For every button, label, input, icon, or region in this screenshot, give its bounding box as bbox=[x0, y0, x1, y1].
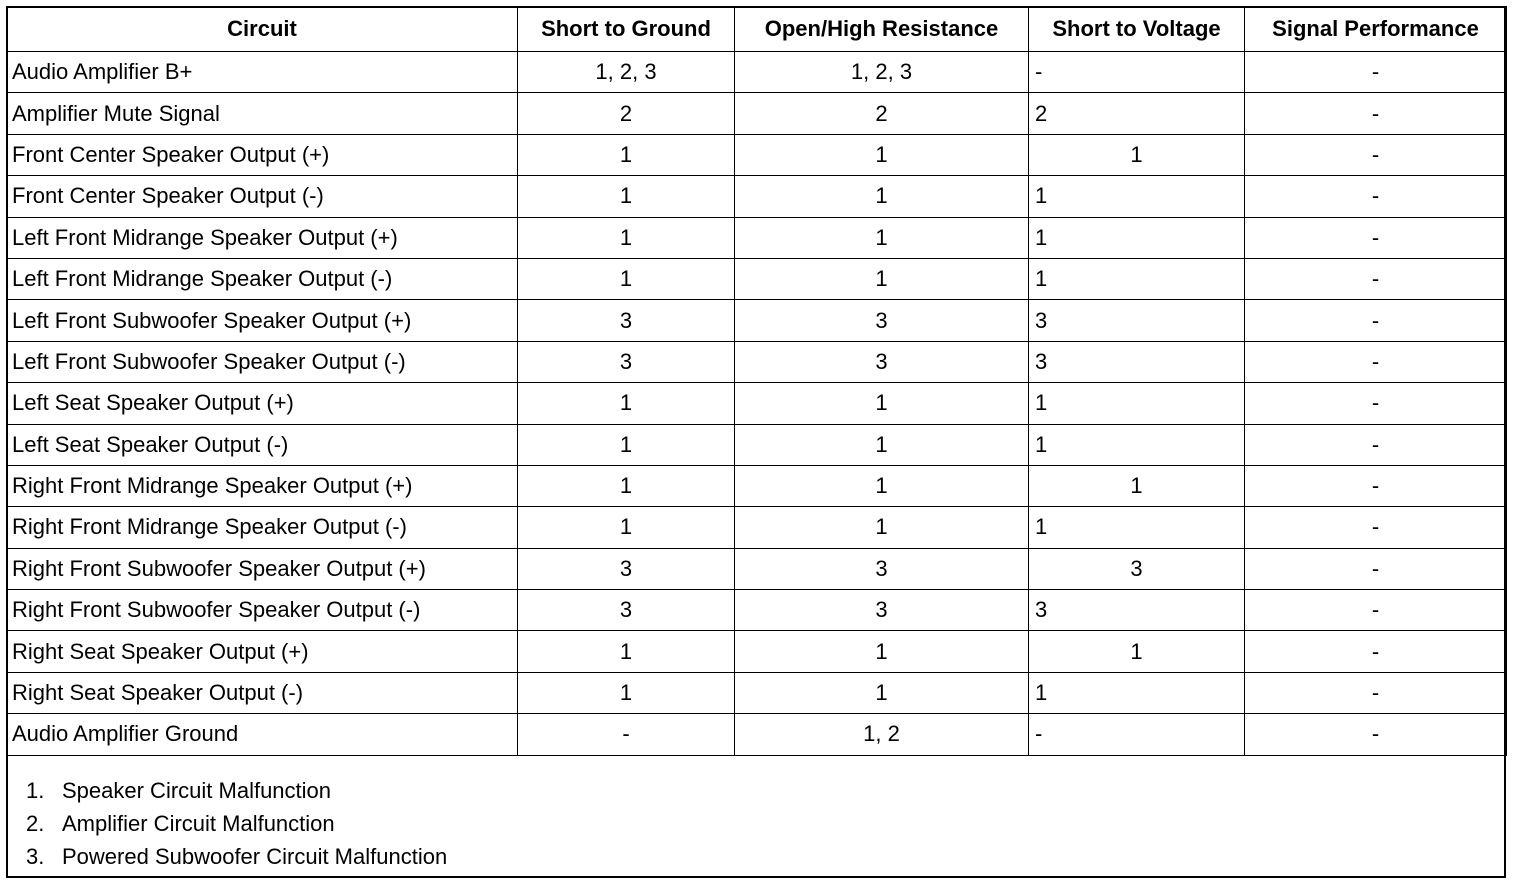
table-row bbox=[7, 548, 1507, 589]
cell-short-to-voltage: 1 bbox=[1029, 507, 1245, 548]
table-row bbox=[7, 300, 1507, 341]
cell-short-to-ground: 1 bbox=[518, 672, 735, 713]
cell-short-to-ground: 3 bbox=[518, 300, 735, 341]
cell-short-to-voltage: 1 bbox=[1029, 134, 1245, 175]
cell-circuit: Right Seat Speaker Output (+) bbox=[7, 631, 518, 672]
cell-circuit: Front Center Speaker Output (+) bbox=[7, 134, 518, 175]
cell-signal-performance: - bbox=[1245, 134, 1507, 175]
table-row bbox=[7, 217, 1507, 258]
cell-signal-performance: - bbox=[1245, 93, 1507, 134]
cell-short-to-ground: 1 bbox=[518, 465, 735, 506]
cell-short-to-voltage: 1 bbox=[1029, 258, 1245, 299]
table-row bbox=[7, 590, 1507, 631]
cell-short-to-voltage: 1 bbox=[1029, 631, 1245, 672]
cell-short-to-voltage: 1 bbox=[1029, 672, 1245, 713]
cell-circuit: Left Front Subwoofer Speaker Output (+) bbox=[7, 300, 518, 341]
table-row bbox=[7, 176, 1507, 217]
cell-signal-performance: - bbox=[1245, 383, 1507, 424]
table-row bbox=[7, 134, 1507, 175]
cell-open-high-resistance: 1 bbox=[735, 383, 1029, 424]
cell-short-to-ground: 1 bbox=[518, 507, 735, 548]
cell-circuit: Right Front Midrange Speaker Output (-) bbox=[7, 507, 518, 548]
table-row bbox=[7, 507, 1507, 548]
table-row bbox=[7, 424, 1507, 465]
cell-open-high-resistance: 1 bbox=[735, 134, 1029, 175]
header-short-to-ground: Short to Ground bbox=[518, 7, 735, 52]
cell-open-high-resistance: 1 bbox=[735, 672, 1029, 713]
cell-short-to-ground: 2 bbox=[518, 93, 735, 134]
cell-circuit: Left Front Midrange Speaker Output (-) bbox=[7, 258, 518, 299]
circuit-diagnostic-table bbox=[6, 6, 1507, 756]
footnote-text: Powered Subwoofer Circuit Malfunction bbox=[62, 844, 448, 869]
cell-signal-performance: - bbox=[1245, 507, 1507, 548]
cell-signal-performance: - bbox=[1245, 590, 1507, 631]
table-row bbox=[7, 631, 1507, 672]
cell-open-high-resistance: 3 bbox=[735, 300, 1029, 341]
cell-signal-performance: - bbox=[1245, 672, 1507, 713]
cell-short-to-voltage: 3 bbox=[1029, 300, 1245, 341]
cell-open-high-resistance: 1 bbox=[735, 258, 1029, 299]
cell-short-to-ground: 3 bbox=[518, 590, 735, 631]
cell-short-to-ground: 1 bbox=[518, 176, 735, 217]
cell-short-to-ground: - bbox=[518, 714, 735, 755]
cell-open-high-resistance: 1, 2, 3 bbox=[735, 52, 1029, 93]
cell-short-to-voltage: 1 bbox=[1029, 176, 1245, 217]
header-circuit: Circuit bbox=[7, 7, 518, 52]
cell-open-high-resistance: 1 bbox=[735, 217, 1029, 258]
cell-open-high-resistance: 1 bbox=[735, 465, 1029, 506]
diagnostic-table-frame bbox=[6, 6, 1506, 878]
cell-signal-performance: - bbox=[1245, 714, 1507, 755]
table-row bbox=[7, 52, 1507, 93]
footnote-number: 2. bbox=[26, 811, 45, 836]
header-row bbox=[7, 7, 1507, 52]
cell-circuit: Left Front Midrange Speaker Output (+) bbox=[7, 217, 518, 258]
cell-short-to-ground: 1 bbox=[518, 134, 735, 175]
cell-signal-performance: - bbox=[1245, 465, 1507, 506]
cell-short-to-ground: 3 bbox=[518, 548, 735, 589]
cell-short-to-ground: 1 bbox=[518, 217, 735, 258]
cell-short-to-ground: 1 bbox=[518, 424, 735, 465]
header-signal-performance: Signal Performance bbox=[1245, 7, 1507, 52]
cell-circuit: Amplifier Mute Signal bbox=[7, 93, 518, 134]
cell-signal-performance: - bbox=[1245, 341, 1507, 382]
cell-signal-performance: - bbox=[1245, 300, 1507, 341]
cell-signal-performance: - bbox=[1245, 631, 1507, 672]
footnote-text: Speaker Circuit Malfunction bbox=[62, 778, 332, 803]
table-body bbox=[7, 52, 1507, 756]
cell-open-high-resistance: 1 bbox=[735, 631, 1029, 672]
cell-short-to-voltage: 1 bbox=[1029, 424, 1245, 465]
cell-short-to-ground: 1 bbox=[518, 258, 735, 299]
footnotes bbox=[26, 774, 447, 873]
cell-signal-performance: - bbox=[1245, 548, 1507, 589]
footnote-number: 3. bbox=[26, 844, 45, 869]
cell-short-to-ground: 1 bbox=[518, 383, 735, 424]
table-row bbox=[7, 341, 1507, 382]
footnote-text: Amplifier Circuit Malfunction bbox=[62, 811, 335, 836]
cell-open-high-resistance: 1 bbox=[735, 507, 1029, 548]
table-row bbox=[7, 383, 1507, 424]
cell-circuit: Right Front Midrange Speaker Output (+) bbox=[7, 465, 518, 506]
footnote-item bbox=[26, 774, 447, 807]
cell-short-to-ground: 1, 2, 3 bbox=[518, 52, 735, 93]
table-row bbox=[7, 714, 1507, 755]
header-open-high-resistance: Open/High Resistance bbox=[735, 7, 1029, 52]
cell-circuit: Left Seat Speaker Output (+) bbox=[7, 383, 518, 424]
cell-circuit: Left Seat Speaker Output (-) bbox=[7, 424, 518, 465]
cell-circuit: Right Front Subwoofer Speaker Output (+) bbox=[7, 548, 518, 589]
cell-short-to-voltage: 3 bbox=[1029, 590, 1245, 631]
cell-open-high-resistance: 3 bbox=[735, 341, 1029, 382]
cell-short-to-ground: 1 bbox=[518, 631, 735, 672]
cell-short-to-ground: 3 bbox=[518, 341, 735, 382]
cell-signal-performance: - bbox=[1245, 424, 1507, 465]
cell-open-high-resistance: 1 bbox=[735, 176, 1029, 217]
cell-open-high-resistance: 3 bbox=[735, 548, 1029, 589]
cell-open-high-resistance: 1, 2 bbox=[735, 714, 1029, 755]
cell-circuit: Audio Amplifier B+ bbox=[7, 52, 518, 93]
table-row bbox=[7, 465, 1507, 506]
footnote-item bbox=[26, 807, 447, 840]
cell-short-to-voltage: 1 bbox=[1029, 383, 1245, 424]
cell-short-to-voltage: 1 bbox=[1029, 217, 1245, 258]
cell-signal-performance: - bbox=[1245, 217, 1507, 258]
cell-circuit: Right Front Subwoofer Speaker Output (-) bbox=[7, 590, 518, 631]
cell-circuit: Right Seat Speaker Output (-) bbox=[7, 672, 518, 713]
cell-short-to-voltage: - bbox=[1029, 52, 1245, 93]
table-row bbox=[7, 672, 1507, 713]
cell-signal-performance: - bbox=[1245, 176, 1507, 217]
cell-open-high-resistance: 2 bbox=[735, 93, 1029, 134]
cell-short-to-voltage: 2 bbox=[1029, 93, 1245, 134]
cell-short-to-voltage: 1 bbox=[1029, 465, 1245, 506]
cell-open-high-resistance: 3 bbox=[735, 590, 1029, 631]
cell-short-to-voltage: 3 bbox=[1029, 548, 1245, 589]
footnote-item bbox=[26, 840, 447, 873]
table-row bbox=[7, 258, 1507, 299]
cell-signal-performance: - bbox=[1245, 52, 1507, 93]
header-short-to-voltage: Short to Voltage bbox=[1029, 7, 1245, 52]
table-row bbox=[7, 93, 1507, 134]
cell-circuit: Audio Amplifier Ground bbox=[7, 714, 518, 755]
cell-open-high-resistance: 1 bbox=[735, 424, 1029, 465]
cell-signal-performance: - bbox=[1245, 258, 1507, 299]
cell-short-to-voltage: 3 bbox=[1029, 341, 1245, 382]
cell-circuit: Front Center Speaker Output (-) bbox=[7, 176, 518, 217]
cell-circuit: Left Front Subwoofer Speaker Output (-) bbox=[7, 341, 518, 382]
cell-short-to-voltage: - bbox=[1029, 714, 1245, 755]
footnote-number: 1. bbox=[26, 778, 45, 803]
